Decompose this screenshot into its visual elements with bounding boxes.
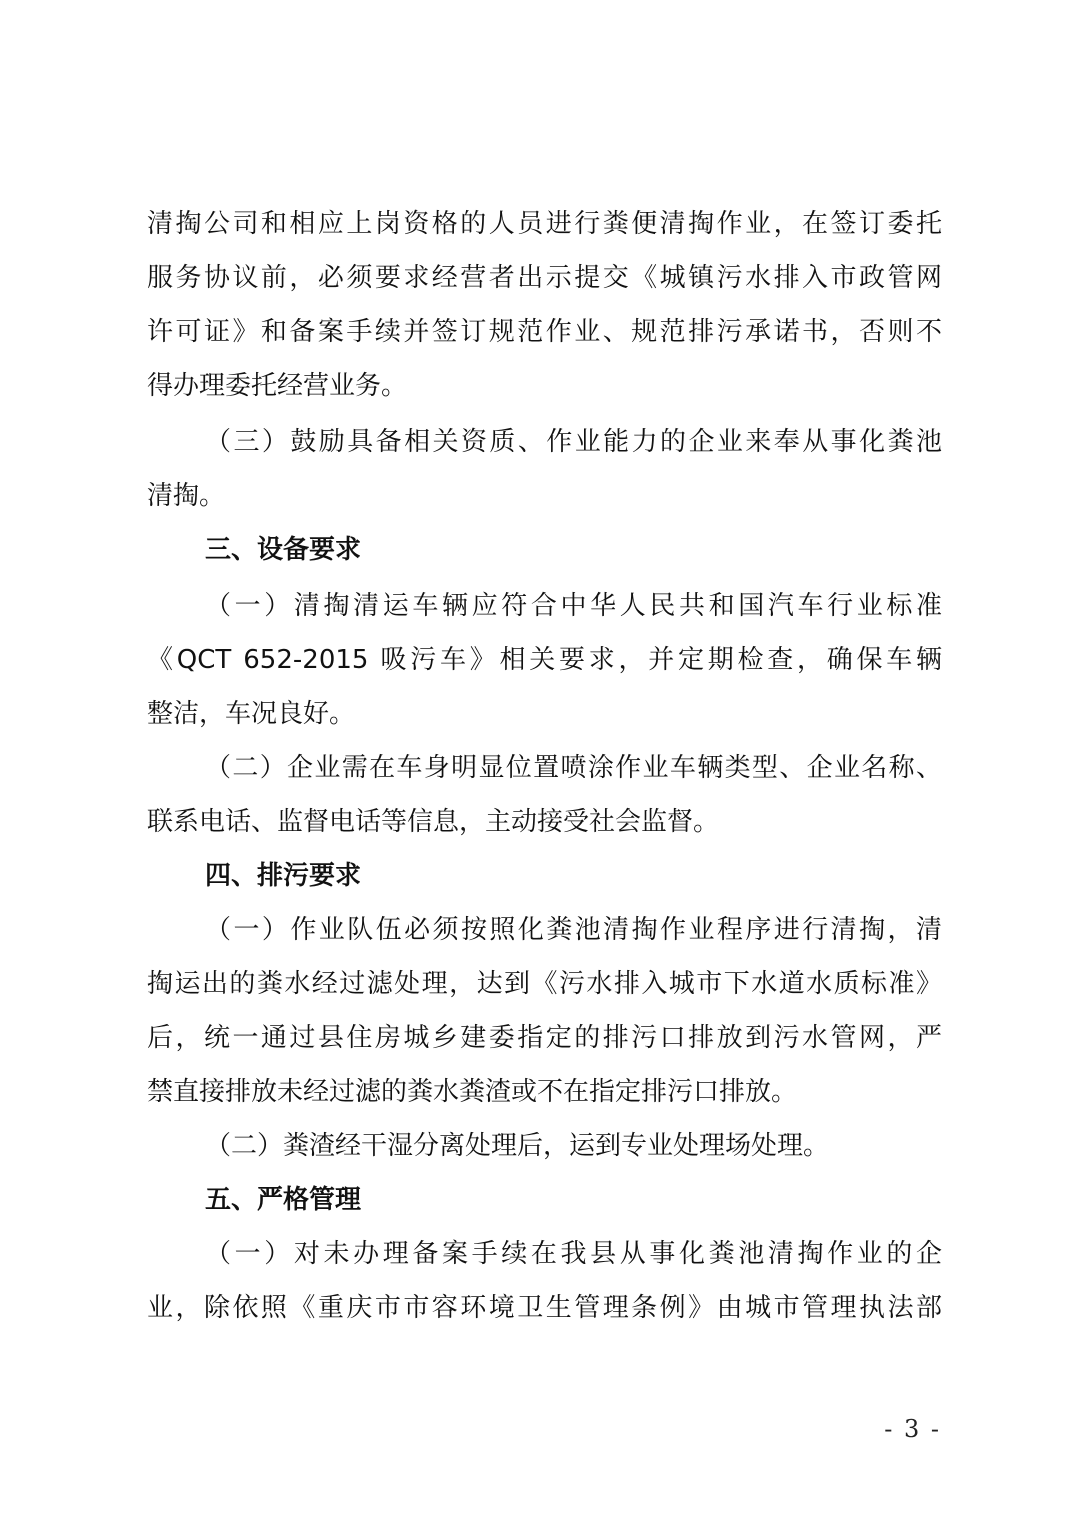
page-number: - 3 - bbox=[884, 1415, 941, 1443]
section-heading-discharge: 四、排污要求 bbox=[205, 861, 362, 891]
body-line-9: 《QCT 652-2015 吸污车》相关要求，并定期检查，确保车辆 bbox=[147, 645, 942, 675]
section-heading-equipment: 三、设备要求 bbox=[205, 535, 362, 565]
body-line-4: 得办理委托经营业务。 bbox=[147, 371, 408, 401]
body-line-3: 许可证》和备案手续并签订规范作业、规范排污承诺书，否则不 bbox=[147, 317, 942, 347]
body-line-21: 业，除依照《重庆市市容环境卫生管理条例》由城市管理执法部 bbox=[147, 1293, 942, 1323]
body-line-10: 整洁，车况良好。 bbox=[147, 699, 356, 729]
body-line-2: 服务协议前，必须要求经营者出示提交《城镇污水排入市政管网 bbox=[147, 263, 942, 293]
section-heading-management: 五、严格管理 bbox=[205, 1185, 362, 1215]
body-line-12: 联系电话、监督电话等信息，主动接受社会监督。 bbox=[147, 807, 720, 837]
body-line-15: 掏运出的粪水经过滤处理，达到《污水排入城市下水道水质标准》 bbox=[147, 969, 942, 999]
body-line-8: （一）清掏清运车辆应符合中华人民共和国汽车行业标准 bbox=[205, 591, 942, 621]
body-line-17: 禁直接排放未经过滤的粪水粪渣或不在指定排污口排放。 bbox=[147, 1077, 798, 1107]
body-line-14: （一）作业队伍必须按照化粪池清掏作业程序进行清掏，清 bbox=[205, 915, 942, 945]
body-line-16: 后，统一通过县住房城乡建委指定的排污口排放到污水管网，严 bbox=[147, 1023, 942, 1053]
body-line-1: 清掏公司和相应上岗资格的人员进行粪便清掏作业，在签订委托 bbox=[147, 209, 942, 239]
body-line-11: （二）企业需在车身明显位置喷涂作业车辆类型、企业名称、 bbox=[205, 753, 942, 783]
body-line-6: 清掏。 bbox=[147, 481, 226, 511]
body-line-5: （三）鼓励具备相关资质、作业能力的企业来奉从事化粪池 bbox=[205, 427, 942, 457]
body-line-20: （一）对未办理备案手续在我县从事化粪池清掏作业的企 bbox=[205, 1239, 942, 1269]
body-line-18: （二）粪渣经干湿分离处理后，运到专业处理场处理。 bbox=[205, 1131, 830, 1161]
